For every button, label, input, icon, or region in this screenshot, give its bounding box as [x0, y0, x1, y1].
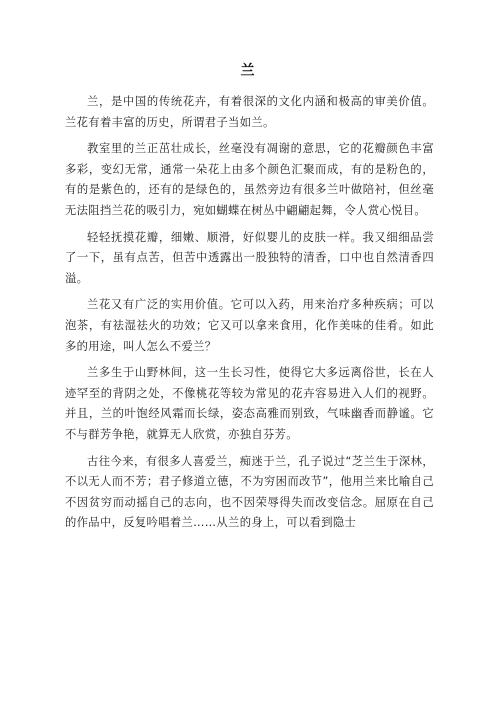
paragraph-history: 古往今来，有很多人喜爱兰，痴迷于兰，孔子说过“芝兰生于深林，不以无人而不芳；君子修道立德，不为穷困而改节”，他用兰来比喻自己不因贫穷而动摇自己的志向，也不因荣辱得失而改变信念。屈原在自己的作品中，反复吟唱着兰……从兰的身上，可以看到隐士: [65, 454, 434, 530]
paragraph-practical-value: 兰花又有广泛的实用价值。它可以入药，用来治疗多种疾病；可以泡茶，有祛湿祛火的功效；它又可以拿来食用，化作美味的佳肴。如此多的用途，叫人怎么不爱兰？: [65, 298, 434, 353]
paragraph-intro: 兰，是中国的传统花卉，有着很深的文化内涵和极高的审美价值。兰花有着丰富的历史，所谓君子当如兰。: [65, 95, 434, 129]
paragraph-habitat: 兰多生于山野林间，这一生长习性，使得它大多远离俗世，长在人迹罕至的背阴之处，不像桃花等较为常见的花卉容易进入人们的视野。并且，兰的叶饱经风霜而长绿，姿态高雅而别致，气味幽香而静谧。它不与群芳争艳，就算无人欣赏，亦独自芬芳。: [65, 366, 434, 441]
paragraph-touch-taste: 轻轻抚摸花瓣，细嫩、顺滑，好似婴儿的皮肤一样。我又细细品尝了一下，虽有点苦，但苦中透露出一股独特的清香，口中也自然清香四溢。: [65, 230, 434, 285]
paragraph-classroom-orchid: 教室里的兰正茁壮成长，丝毫没有凋谢的意思，它的花瓣颜色丰富多彩，变幻无常，通常一朵花上由多个颜色汇聚而成，有的是粉色的，有的是紫色的，还有的是绿色的，虽然旁边有很多兰叶做陪衬，但丝毫无法阻挡兰花的吸引力，宛如蝴蝶在树丛中翩翩起舞，令人赏心悦目。: [65, 142, 434, 217]
document-title: 兰: [240, 63, 256, 79]
document-body: [65, 92, 434, 540]
